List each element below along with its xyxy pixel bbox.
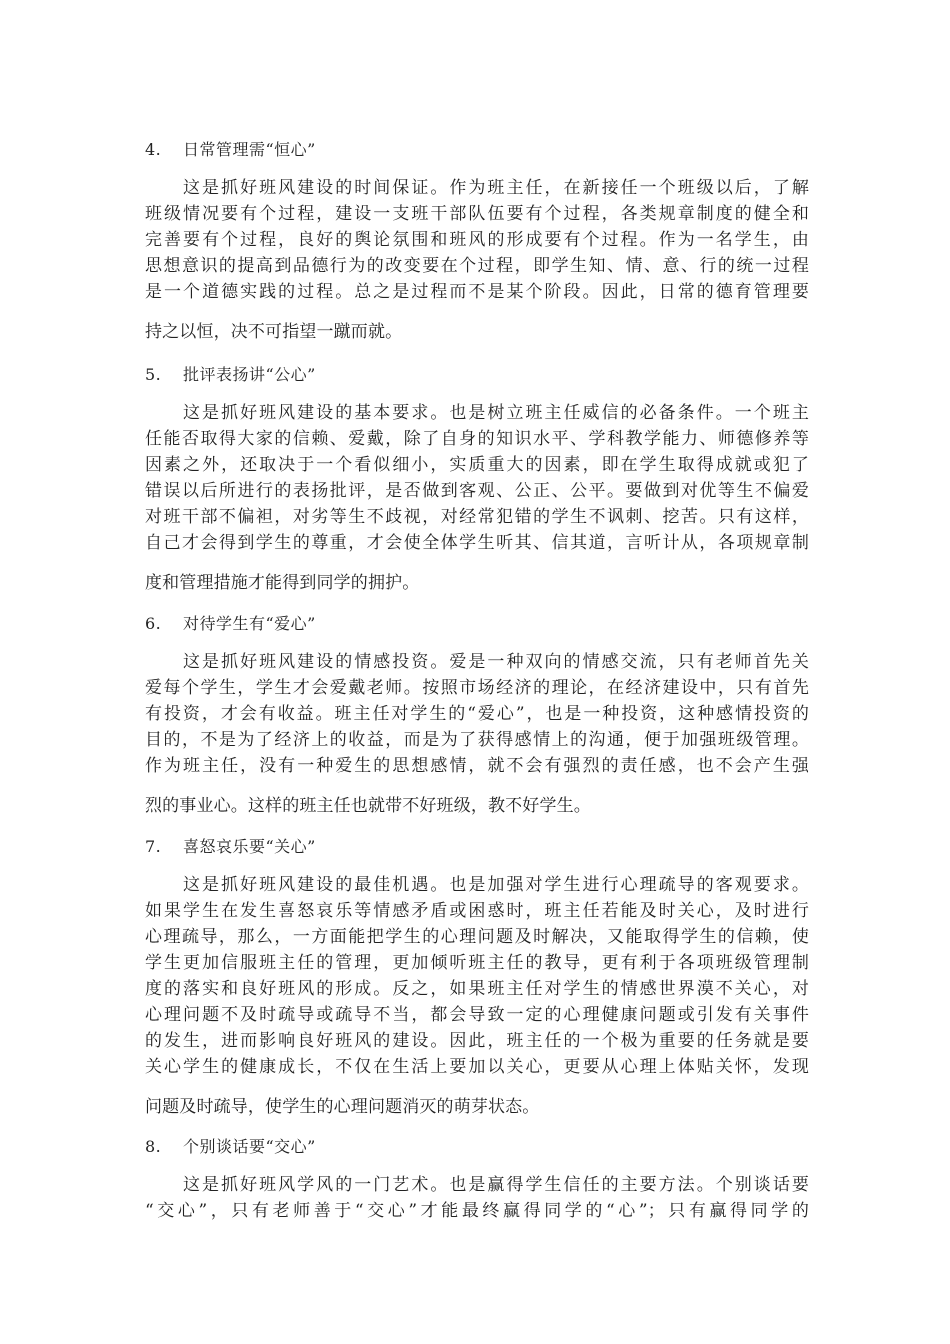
section-4 [145,139,809,345]
section-paragraph [145,400,809,596]
paragraph-line: 度和管理措施才能得到同学的拥护。 [145,573,420,593]
paragraph-line: 思想意识的提高到品德行为的改变要在个过程，即学生知、情、意、行的统一过程 [145,256,809,276]
paragraph-line: 错误以后所进行的表扬批评，是否做到客观、公正、公平。要做到对优等生不偏爱 [145,481,809,501]
paragraph-line: 持之以恒，决不可指望一蹴而就。 [145,322,403,342]
paragraph-line: 任能否取得大家的信赖、爱戴，除了自身的知识水平、学科教学能力、师德修养等 [145,429,809,449]
section-heading [145,139,809,161]
section-heading [145,364,809,386]
paragraph-line: 烈的事业心。这样的班主任也就带不好班级，教不好学生。 [145,796,591,816]
section-paragraph [145,649,809,819]
paragraph-line: 的发生，进而影响良好班风的建设。因此，班主任的一个极为重要的任务就是要 [145,1031,809,1051]
section-title: 日常管理需“恒心” [183,140,316,159]
section-5 [145,364,809,596]
paragraph-line: 是一个道德实践的过程。总之是过程而不是某个阶段。因此，日常的德育管理要 [145,282,809,302]
paragraph-line: 目的，不是为了经济上的收益，而是为了获得感情上的沟通，便于加强班级管理。 [145,730,809,750]
section-title: 喜怒哀乐要“关心” [183,837,316,856]
paragraph-line: 这是抓好班风建设的基本要求。也是树立班主任威信的必备条件。一个班主 [183,403,809,423]
section-heading [145,836,809,858]
section-number: 5. [145,365,162,384]
paragraph-line: 问题及时疏导，使学生的心理问题消灭的萌芽状态。 [145,1097,540,1117]
section-paragraph [145,872,809,1120]
section-6 [145,613,809,819]
paragraph-line: 对班干部不偏袒，对劣等生不歧视，对经常犯错的学生不讽刺、挖苦。只有这样， [145,507,809,527]
section-8 [145,1136,809,1224]
paragraph-line: 心理问题不及时疏导或疏导不当，都会导致一定的心理健康问题或引发有关事件 [145,1005,809,1025]
paragraph-line: 自己才会得到学生的尊重，才会使全体学生听其、信其道，言听计从，各项规章制 [145,533,809,553]
paragraph-line: 因素之外，还取决于一个看似细小，实质重大的因素，即在学生取得成就或犯了 [145,455,809,475]
section-title: 个别谈话要“交心” [183,1137,316,1156]
section-7 [145,836,809,1120]
paragraph-line: 作为班主任，没有一种爱生的思想感情，就不会有强烈的责任感，也不会产生强 [145,756,809,776]
section-paragraph [145,175,809,345]
paragraph-line: 这是抓好班风建设的最佳机遇。也是加强对学生进行心理疏导的客观要求。 [183,875,809,895]
section-number: 4. [145,140,162,159]
section-heading [145,613,809,635]
paragraph-line: “交心”，只有老师善于“交心”才能最终赢得同学的“心”；只有赢得同学的 [145,1201,809,1221]
section-title: 批评表扬讲“公心” [183,365,316,384]
paragraph-line: 完善要有个过程，良好的舆论氛围和班风的形成要有个过程。作为一名学生，由 [145,230,809,250]
section-paragraph [145,1172,809,1224]
paragraph-line: 这是抓好班风学风的一门艺术。也是赢得学生信任的主要方法。个别谈话要 [183,1175,809,1195]
section-number: 6. [145,614,162,633]
paragraph-line: 有投资，才会有收益。班主任对学生的“爱心”，也是一种投资，这种感情投资的 [145,704,809,724]
paragraph-line: 心理疏导，那么，一方面能把学生的心理问题及时解决，又能取得学生的信赖，使 [145,927,809,947]
paragraph-line: 度的落实和良好班风的形成。反之，如果班主任对学生的情感世界漠不关心，对 [145,979,809,999]
paragraph-line: 关心学生的健康成长，不仅在生活上要加以关心，更要从心理上体贴关怀，发现 [145,1057,809,1077]
paragraph-line: 爱每个学生，学生才会爱戴老师。按照市场经济的理论，在经济建设中，只有首先 [145,678,809,698]
section-heading [145,1136,809,1158]
paragraph-line: 如果学生在发生喜怒哀乐等情感矛盾或困惑时，班主任若能及时关心，及时进行 [145,901,809,921]
section-number: 8. [145,1137,162,1156]
paragraph-line: 这是抓好班风建设的情感投资。爱是一种双向的情感交流，只有老师首先关 [183,652,809,672]
paragraph-line: 班级情况要有个过程，建设一支班干部队伍要有个过程，各类规章制度的健全和 [145,204,809,224]
section-number: 7. [145,837,162,856]
paragraph-line: 这是抓好班风建设的时间保证。作为班主任，在新接任一个班级以后，了解 [183,178,809,198]
section-title: 对待学生有“爱心” [183,614,316,633]
paragraph-line: 学生更加信服班主任的管理，更加倾听班主任的教导，更有利于各项班级管理制 [145,953,809,973]
